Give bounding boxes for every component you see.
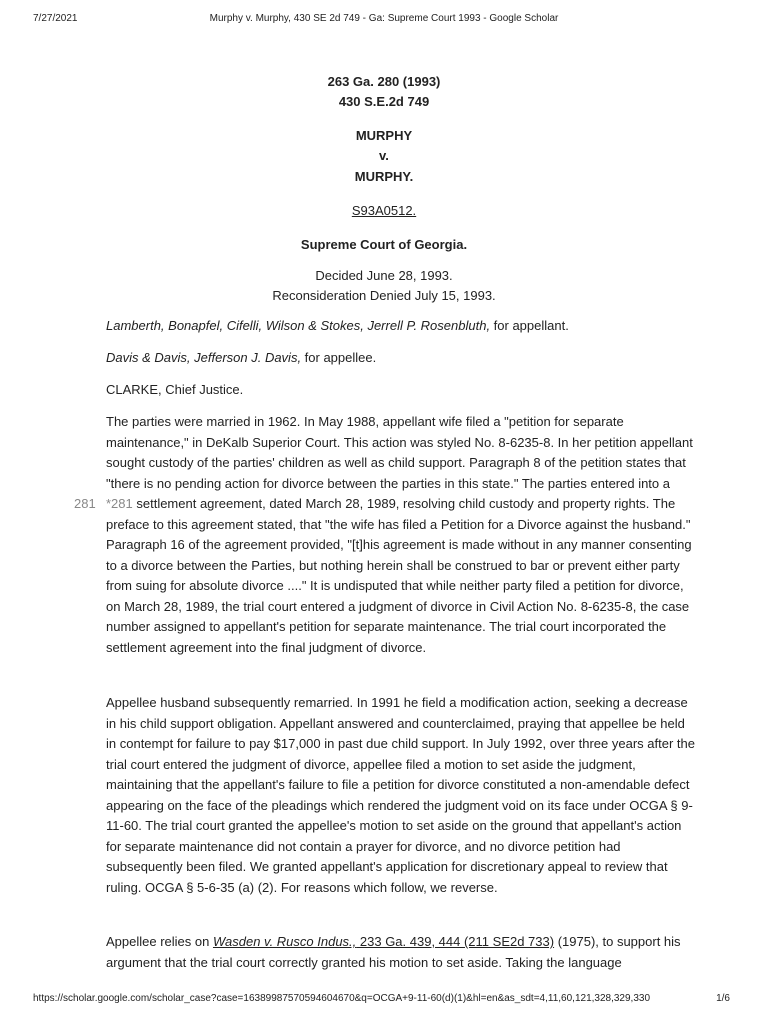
versus: v. <box>379 148 389 163</box>
counsel-appellant <box>106 316 696 337</box>
paragraph-3-text-b: (1975), to support his argument that the trial court correctly granted his motion to set aside. Taking the language <box>106 934 681 970</box>
appellant-counsel-names: Lamberth, Bonapfel, Cifelli, Wilson & Stokes, Jerrell P. Rosenbluth, <box>106 318 491 333</box>
citation-1: 263 Ga. 280 (1993) <box>327 74 441 89</box>
opinion-author <box>106 380 696 401</box>
print-footer <box>0 993 768 1007</box>
opinion-paragraph-3 <box>106 932 696 973</box>
decided-date: Decided June 28, 1993. <box>315 268 453 283</box>
print-page-count: 1/6 <box>716 993 730 1004</box>
print-date: 7/27/2021 <box>33 13 78 24</box>
case-citation-link[interactable] <box>213 934 554 949</box>
page-number-marker: 281 <box>74 496 96 511</box>
cited-case-name: Wasden v. Rusco Indus., <box>212 934 357 949</box>
cited-reporter: 233 Ga. 439, 444 (211 SE2d 733) <box>356 934 555 949</box>
docket-number-wrap <box>0 201 768 220</box>
citation-2: 430 S.E.2d 749 <box>338 94 430 109</box>
author-line: CLARKE, Chief Justice. <box>106 382 244 397</box>
appellee-counsel-names: Davis & Davis, Jefferson J. Davis, <box>106 350 302 365</box>
paragraph-3-text-a: Appellee relies on <box>106 934 213 949</box>
opinion-paragraph-2 <box>106 693 696 898</box>
party-1: MURPHY <box>355 128 413 143</box>
appellee-role: for appellee. <box>301 350 377 365</box>
opinion-paragraph-1 <box>106 412 696 658</box>
print-header <box>0 13 768 27</box>
reconsideration-date: Reconsideration Denied July 15, 1993. <box>272 288 496 303</box>
paragraph-1-text-a: The parties were married in 1962. In May 1988, appellant wife filed a "petition for separate maintenance," in DeKalb Superior Court. This action was styled No. 8-6235-8. In her petition appellant sought custody of the parties' children as well as child support. Paragraph 8 of the petition states that "there is no pending action for divorce between the parties in this state." The parties entered into a <box>106 414 693 491</box>
counsel-appellee <box>106 348 696 369</box>
paragraph-2-text: Appellee husband subsequently remarried. In 1991 he field a modification action, seeking a decrease in his child support obligation. Appellant answered and counterclaimed, praying that appellee be held in contempt for failure to pay $17,000 in past due child support. In July 1992, over three years after the trial court entered the judgment of divorce, appellee filed a motion to set aside the judgment, maintaining that the appellant's failure to file a petition for divorce constituted a non-amendable defect appearing on the face of the pleadings which rendered the judgment void on its face under OCGA § 9-11-60. The trial court granted the appellee's motion to set aside on the ground that appellant's action for separate maintenance did not contain a prayer for divorce, and no divorce petition had subsequently been filed. We granted appellant's application for discretionary appeal to review that ruling. OCGA § 5-6-35 (a) (2). For reasons which follow, we reverse. <box>106 695 695 895</box>
docket-number[interactable]: S93A0512. <box>351 203 417 218</box>
print-url: https://scholar.google.com/scholar_case?case=16389987570594604670&q=OCGA+9-11-60(d)(1)&hl=en&as_sdt=4,11,60,121,328,329,330 <box>33 993 651 1004</box>
appellant-role: for appellant. <box>490 318 569 333</box>
court-name: Supreme Court of Georgia. <box>300 237 468 252</box>
paragraph-1-text-b: settlement agreement, dated March 28, 1989, resolving child custody and property rights. The preface to this agreement stated, that "the wife has filed a Petition for a Divorce against the husband." Paragraph 16 of the agreement provided, "[t]his agreement is made without in any manner consenting to a divorce between the Parties, but nothing herein shall be construed to bar or prevent either party from suing for absolute divorce ...." It is undisputed that while neither party filed a petition for divorce, on March 28, 1989, the trial court entered a judgment of divorce in Civil Action No. 8-6235-8, the case number assigned to appellant's petition for separate maintenance. The trial court incorporated the settlement agreement into the final judgment of divorce. <box>106 496 692 655</box>
star-page-marker[interactable]: *281 <box>106 496 133 511</box>
party-2: MURPHY. <box>354 169 414 184</box>
print-page-title: Murphy v. Murphy, 430 SE 2d 749 - Ga: Supreme Court 1993 - Google Scholar <box>209 13 559 24</box>
